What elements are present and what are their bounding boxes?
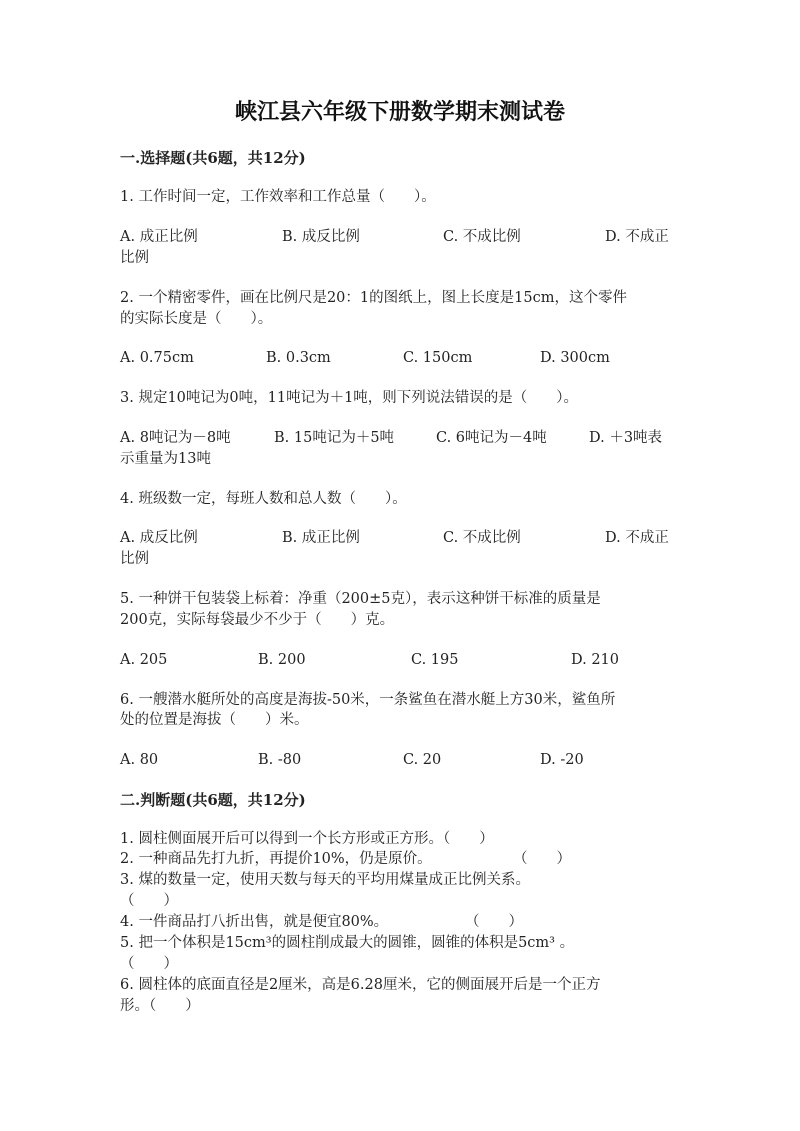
judge-item-5-blank: （ ）	[120, 956, 178, 972]
judge-item-6: 6. 圆柱体的底面直径是2厘米，高是6.28厘米，它的侧面展开后是一个正方	[120, 977, 601, 993]
q1-option-c: C. 不成比例	[443, 229, 521, 245]
question-6-stem-line1: 6. 一艘潜水艇所处的高度是海拔-50米，一条鲨鱼在潜水艇上方30米，鲨鱼所	[120, 692, 616, 708]
q5-option-c: C. 195	[411, 652, 459, 668]
page-title: 峡江县六年级下册数学期末测试卷	[234, 99, 565, 125]
question-6-stem-line2: 处的位置是海拔（ ）米。	[120, 712, 309, 728]
q2-option-d: D. 300cm	[540, 350, 610, 366]
q5-option-a: A. 205	[120, 652, 168, 668]
judge-item-2: 2. 一种商品先打九折，再提价10%，仍是原价。	[120, 851, 432, 867]
q3-option-b: B. 15吨记为＋5吨	[274, 430, 395, 446]
q2-option-b: B. 0.3cm	[266, 350, 331, 366]
q1-option-a: A. 成正比例	[120, 229, 198, 245]
question-5-stem-line1: 5. 一种饼干包装袋上标着：净重（200±5克），表示这种饼干标准的质量是	[120, 591, 601, 607]
q2-option-c: C. 150cm	[403, 350, 473, 366]
judge-item-3: 3. 煤的数量一定，使用天数与每天的平均用煤量成正比例关系。	[120, 872, 530, 888]
q4-option-d: D. 不成正	[605, 530, 669, 546]
judge-item-1: 1. 圆柱侧面展开后可以得到一个长方形或正方形。（ ）	[120, 831, 494, 847]
judge-item-4: 4. 一件商品打八折出售，就是便宜80%。	[120, 914, 389, 930]
judge-item-2-blank: （ ）	[513, 851, 571, 867]
q3-option-d-wrap: 示重量为13吨	[120, 451, 211, 467]
question-3-stem: 3. 规定10吨记为0吨，11吨记为＋1吨，则下列说法错误的是（ ）。	[120, 390, 579, 406]
q6-option-b: B. -80	[258, 752, 302, 768]
question-1-stem: 1. 工作时间一定，工作效率和工作总量（ ）。	[120, 189, 436, 205]
q1-option-b: B. 成反比例	[282, 229, 360, 245]
q3-option-a: A. 8吨记为－8吨	[120, 430, 231, 446]
judge-item-3-blank: （ ）	[120, 893, 178, 909]
q6-option-c: C. 20	[403, 752, 442, 768]
question-5-stem-line2: 200克，实际每袋最少不少于（ ）克。	[120, 612, 395, 628]
q4-option-b: B. 成正比例	[282, 530, 360, 546]
q5-option-b: B. 200	[258, 652, 306, 668]
q6-option-d: D. -20	[540, 752, 584, 768]
q5-option-d: D. 210	[571, 652, 620, 668]
q6-option-a: A. 80	[120, 752, 159, 768]
section-heading-choice: 一.选择题(共6题，共12分)	[120, 149, 306, 167]
q4-option-c: C. 不成比例	[443, 530, 521, 546]
q1-option-d: D. 不成正	[605, 229, 669, 245]
question-2-stem-line2: 的实际长度是（ ）。	[120, 311, 273, 327]
judge-item-5: 5. 把一个体积是15cm³的圆柱削成最大的圆锥，圆锥的体积是5cm³ 。	[120, 935, 575, 951]
judge-item-4-blank: （ ）	[465, 914, 523, 930]
q3-option-c: C. 6吨记为－4吨	[436, 430, 547, 446]
judge-item-6-wrap: 形。（ ）	[120, 998, 200, 1014]
q2-option-a: A. 0.75cm	[120, 350, 194, 366]
question-4-stem: 4. 班级数一定，每班人数和总人数（ ）。	[120, 491, 407, 507]
q4-option-d-wrap: 比例	[120, 551, 149, 567]
q3-option-d: D. ＋3吨表	[589, 430, 663, 446]
q4-option-a: A. 成反比例	[120, 530, 198, 546]
section-heading-judgement: 二.判断题(共6题，共12分)	[120, 791, 306, 809]
question-2-stem-line1: 2. 一个精密零件，画在比例尺是20：1的图纸上，图上长度是15cm，这个零件	[120, 290, 627, 306]
q1-option-d-wrap: 比例	[120, 250, 149, 266]
